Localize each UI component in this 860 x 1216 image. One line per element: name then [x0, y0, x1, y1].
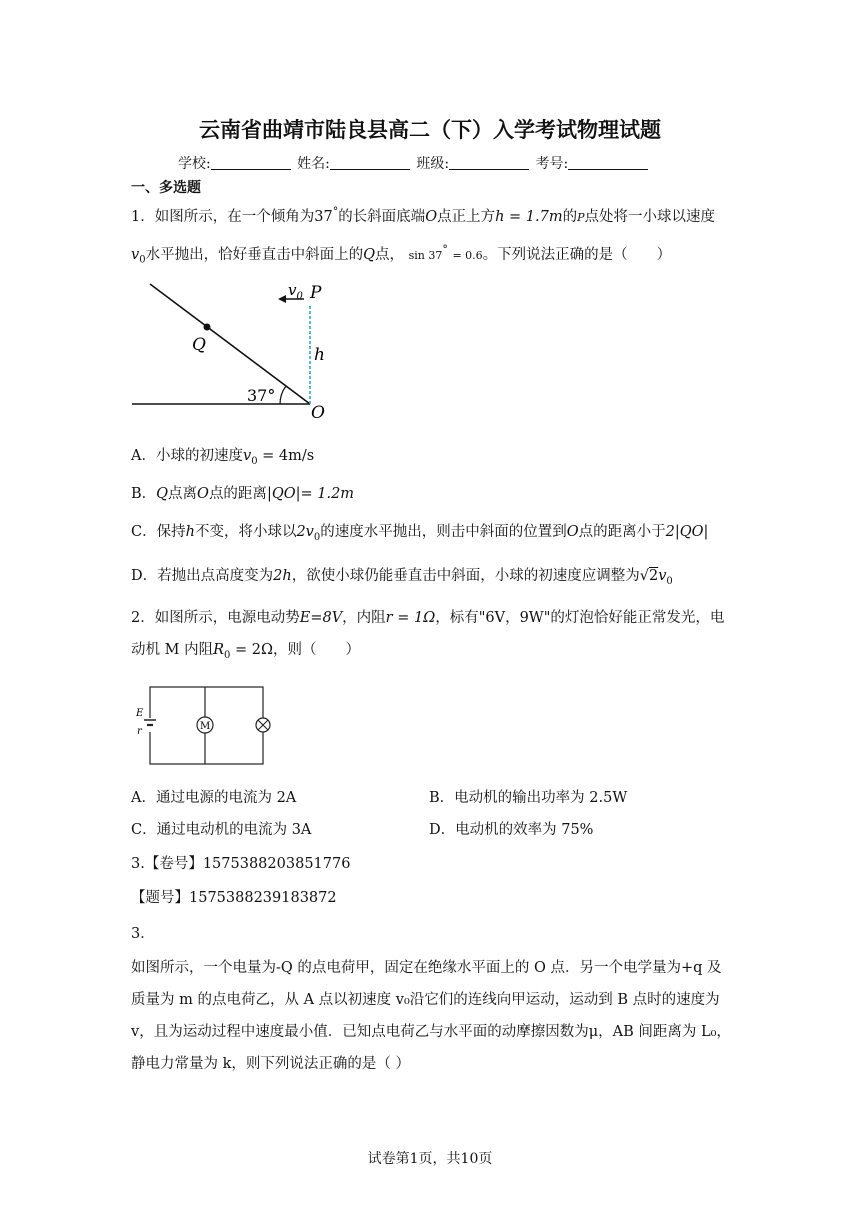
q3-juanhao: 3.【卷号】1575388203851776: [131, 856, 351, 872]
label-h: h: [314, 345, 325, 365]
q3-body: 如图所示，一个电量为-Q 的点电荷甲，固定在绝缘水平面上的 O 点．另一个电学量为+q 及质量为 m 的点电荷乙，从 A 点以初速度 v₀沿它们的连线向甲运动，运动到 B 点时的速度为 v，且为运动过程中速度最小值．已知点电荷乙与水平面的动摩擦因数为μ，AB 间距离为 L₀，静电力常量为 k，则下列说法正确的是（ ）: [131, 960, 731, 1072]
label-O: O: [311, 403, 325, 423]
class-blank: [449, 155, 529, 170]
q2-circuit-figure: [132, 680, 272, 772]
label-r: r: [137, 726, 142, 737]
q3-number: 3．: [131, 926, 155, 942]
q1-option-a: A．小球的初速度$v_0 = 4m/s$: [131, 448, 315, 467]
id-label: 考号:: [535, 156, 569, 172]
label-E: E: [136, 708, 144, 719]
label-angle: 37°: [247, 386, 276, 405]
q1-option-c: C．保持h不变，将小球以$2v_0$的速度水平抛出，则击中斜面的位置到O点的距离小于2|QO|: [131, 524, 709, 543]
angle-arc: [280, 386, 286, 404]
q1-line2: $v_0$水平抛出，恰好垂直击中斜面上的Q点， sin 37° = 0.6。下列说法正确的是（ ）: [131, 243, 672, 266]
page-footer: 试卷第1页，共10页: [367, 1151, 493, 1167]
q2-line1: 2．如图所示，电源电动势E=8V，内阻r = 1Ω，标有"6V，9W"的灯泡恰好能正常发光，电: [131, 610, 725, 626]
q1-line1: 1．如图所示，在一个倾角为37°的长斜面底端O点正上方h = 1.7m的P点处将一小球以速度: [131, 205, 715, 225]
q3-tihao: 【题号】1575388239183872: [131, 890, 337, 906]
label-M: M: [200, 721, 211, 732]
sqrt2-symbol: √2: [639, 568, 659, 584]
q1-option-d: D．若抛出点高度变为2h，欲使小球仍能垂直击中斜面，小球的初速度应调整为$√2v_0$: [131, 568, 673, 587]
point-Q-dot: [204, 324, 211, 331]
page-title: 云南省曲靖市陆良县高二（下）入学考试物理试题: [199, 118, 661, 142]
label-v0: $v_0$: [288, 281, 303, 302]
id-blank: [568, 155, 648, 170]
name-label: 姓名:: [297, 156, 330, 172]
class-label: 班级:: [416, 156, 450, 172]
name-blank: [330, 155, 410, 170]
label-P: P: [310, 283, 322, 303]
section-heading: 一、多选题: [131, 180, 201, 196]
q2-option-b: B．电动机的输出功率为 2.5W: [429, 790, 628, 806]
school-blank: [211, 155, 291, 170]
q2-line2: 动机 M 内阻$R_0 = 2\Omega$，则（ ）: [131, 642, 360, 661]
q2-option-a: A．通过电源的电流为 2A: [131, 790, 297, 806]
q1-incline-figure: [128, 276, 338, 426]
school-label: 学校:: [178, 156, 211, 172]
q1-option-b: B．Q点离O点的距离|QO|= 1.2m: [131, 486, 355, 502]
q2-option-c: C．通过电动机的电流为 3A: [131, 822, 312, 838]
student-info-line: [178, 153, 650, 173]
q2-option-d: D．电动机的效率为 75%: [429, 822, 594, 838]
velocity-arrowhead: [278, 295, 286, 303]
label-Q: Q: [192, 335, 206, 355]
